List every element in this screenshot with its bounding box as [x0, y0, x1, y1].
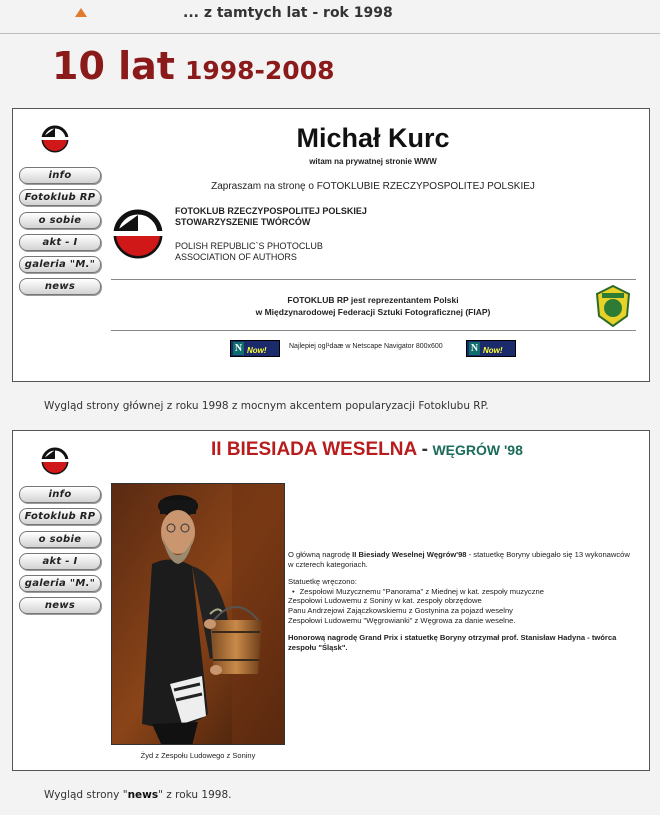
award-item: Zespołowi Ludowemu "Węgrowianki" z Węgrowa za danie weselne.	[288, 615, 516, 625]
netscape-now-label: Now!	[247, 346, 267, 355]
award-item: • Zespołowi Muzycznemu "Panorama" z Miednej w kat. zespoły muzyczne	[288, 587, 633, 597]
caption-news-prefix: Wygląd strony "	[44, 789, 128, 801]
nav-news-button[interactable]: news	[19, 597, 101, 614]
heading-main: 10 lat	[52, 44, 175, 88]
nav-fotoklub-button[interactable]: Fotoklub RP	[19, 189, 101, 206]
nav-menu	[19, 167, 101, 301]
fiap-text	[113, 294, 633, 318]
fotoklub-logo-small-icon	[39, 123, 71, 153]
nav-info-button[interactable]: info	[19, 486, 101, 503]
caption-news-suffix: " z roku 1998.	[158, 789, 232, 801]
awards-label: Statuetkę wręczono:	[288, 577, 357, 587]
fiap-line-1: FOTOKLUB RP jest reprezentantem Polski	[287, 295, 459, 305]
netscape-now-badge-right[interactable]	[466, 340, 516, 357]
caption-news-bold: news	[127, 789, 159, 801]
nav-galeria-button[interactable]: galeria "M."	[19, 575, 101, 592]
nav-fotoklub-button[interactable]: Fotoklub RP	[19, 508, 101, 525]
nav-info-button[interactable]: info	[19, 167, 101, 184]
page-title: ... z tamtych lat - rok 1998	[183, 5, 393, 21]
nav-akt-button[interactable]: akt - I	[19, 553, 101, 570]
news-title-main: II BIESIADA WESELNA	[211, 439, 418, 460]
nav-o-sobie-button[interactable]: o sobie	[19, 212, 101, 229]
nav-o-sobie-button[interactable]: o sobie	[19, 531, 101, 548]
intro-prefix: O główną nagrodę	[288, 550, 353, 559]
performer-photo-image	[112, 484, 285, 745]
photo-caption: Żyd z Zespołu Ludowego z Soniny	[140, 751, 256, 760]
netscape-now-label: Now!	[483, 346, 503, 355]
netscape-n-icon: N	[234, 343, 243, 354]
news-title-dash: -	[421, 439, 428, 460]
fotoklub-logo-small-icon	[39, 445, 71, 475]
org-name-en-1: POLISH REPUBLIC`S PHOTOCLUB	[175, 241, 323, 251]
top-bar	[0, 0, 660, 34]
nav-menu	[19, 486, 101, 620]
up-arrow-icon[interactable]	[75, 8, 87, 17]
nav-galeria-button[interactable]: galeria "M."	[19, 256, 101, 273]
news-intro	[288, 550, 633, 569]
netscape-recommendation: Najlepiej ogl¹daæ w Netscape Navigator 800x600	[289, 343, 443, 350]
netscape-n-icon: N	[470, 343, 479, 354]
award-item: Zespołowi Ludowemu z Soniny w kat. zespoły obrzędowe	[288, 596, 482, 606]
netscape-now-badge-left[interactable]	[230, 340, 280, 357]
invite-text: Zapraszam na stronę o FOTOKLUBIE RZECZYPOSPOLITEJ POLSKIEJ	[211, 181, 535, 192]
divider-2	[111, 330, 636, 331]
fotoklub-logo-large-icon	[111, 207, 165, 259]
heading-years: 1998-2008	[184, 56, 335, 85]
news-title-location: WĘGRÓW '98	[432, 442, 523, 458]
news-body	[288, 550, 633, 660]
fiap-line-2: w Międzynarodowej Federacji Sztuki Fotograficznej (FIAP)	[255, 307, 491, 317]
news-title	[211, 439, 523, 461]
grand-prix-text: Honorową nagrodę Grand Prix i statuetkę Boryny otrzymał prof. Stanisław Hadyna - twórca zespołu "Śląsk".	[288, 633, 617, 652]
org-name-en-2: ASSOCIATION OF AUTHORS	[175, 252, 297, 262]
anniversary-heading	[52, 44, 335, 88]
grand-prix	[288, 633, 633, 652]
caption-news	[44, 789, 231, 801]
award-item: Panu Andrzejowi Zajączkowskiemu z Gostynina za pojazd weselny	[288, 605, 513, 615]
fiap-emblem-icon	[593, 284, 633, 328]
welcome-subtitle: witam na prywatnej stronie WWW	[309, 157, 437, 166]
nav-akt-button[interactable]: akt - I	[19, 234, 101, 251]
awards-block	[288, 577, 633, 625]
news-screenshot-1998	[12, 430, 650, 771]
author-name: Michał Kurc	[296, 123, 450, 153]
nav-news-button[interactable]: news	[19, 278, 101, 295]
intro-suffix: - statuetkę Boryny ubiegało się 13 wykonawców w czterech kategoriach.	[288, 550, 630, 569]
org-name-pl-1: FOTOKLUB RZECZYPOSPOLITEJ POLSKIEJ	[175, 206, 367, 216]
org-name-pl-2: STOWARZYSZENIE TWÓRCÓW	[175, 217, 311, 227]
performer-photo	[111, 483, 285, 745]
divider	[111, 279, 636, 280]
intro-event-name: II Biesiady Weselnej Węgrów'98	[352, 550, 467, 559]
caption-homepage: Wygląd strony głównej z roku 1998 z mocnym akcentem popularyzacji Fotoklubu RP.	[44, 400, 489, 412]
homepage-screenshot-1998	[12, 108, 650, 382]
